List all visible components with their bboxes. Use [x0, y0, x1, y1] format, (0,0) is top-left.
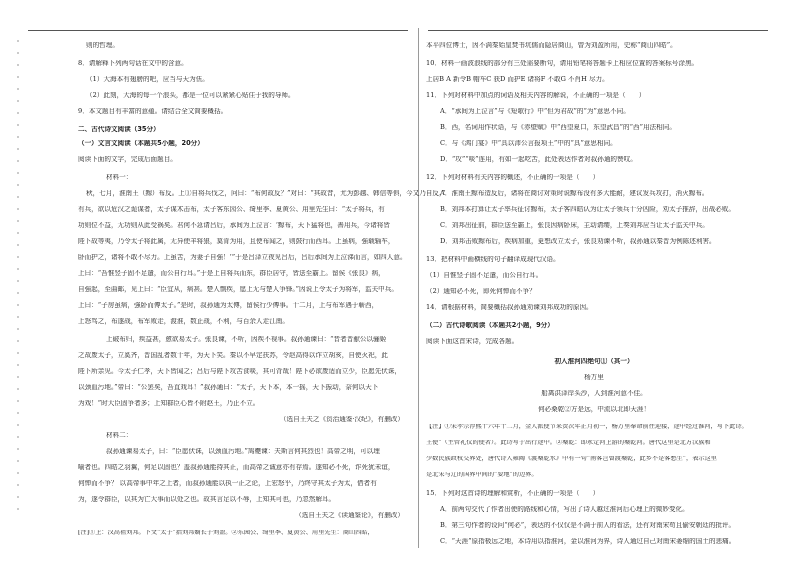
- binding-dot: [17, 184, 19, 186]
- left-line: 卧而护之，诸将不敢不尽力。上虽苦，为妻子自强！’”于是吕泽立夜见吕后，吕后承间为上泣涕而言，如四人意。: [78, 254, 407, 261]
- right-line: A．前两句交代了作者出使的路线和心情，写出了诗人越过淮河后心理上的微妙变化。: [440, 506, 689, 513]
- binding-dot: [17, 64, 19, 66]
- left-line: 上曰：“子房虽病，强卧而傅太子。”是时，叔孙通为太傅，留侯行少傅事。十二月，上与布军遇于蕲西，: [78, 302, 379, 309]
- left-line: （1）大海本有翅膀的吧，应当与天为伍。: [86, 76, 209, 83]
- binding-dot: [17, 340, 19, 342]
- left-line: 陛下所亲见。今太子仁孝，天下皆闻之；吕后与陛下攻苦食啖，其可背哉！陛下必欲废适而立少，臣愿先伏诛，: [78, 368, 402, 375]
- right-line: A．淮南王黥布造反后，诸将在商讨对策时说黥布没有多大能耐，建议发兵攻打，消灭黥布。: [440, 190, 709, 197]
- left-line: 为戏！”时大臣固争者多；上知群臣心皆不附赵王，乃止不立。: [78, 400, 260, 407]
- binding-dot: [17, 364, 19, 366]
- binding-dot: [17, 220, 19, 222]
- right-line: B．刘邦本打算让太子率兵征讨黥布，太子客四皓认为让太子领兵十分凶险，劝太子推辞，出战必败。: [440, 206, 735, 213]
- left-line: （一）文言文阅读（本题共5小题，20分）: [78, 140, 204, 147]
- left-line: （选自王夫之《资治通鉴·汉纪》，有删改）: [279, 416, 404, 423]
- binding-dot: [17, 400, 19, 402]
- binding-dot: [17, 484, 19, 486]
- binding-dot: [17, 508, 19, 510]
- left-line: 自强起，至曲邮，见上曰：“臣宜从，病甚。楚人剽疾，愿上无与楚人争锋。”因说上令太子为将军，监关中兵。: [78, 286, 398, 293]
- binding-dot: [17, 316, 19, 318]
- left-line: 陛下故等夷，乃令太子将此属，无异使羊将狼，莫肯为用，且使布闻之，则鼓行而西耳。上虽病，强载辎车，: [78, 238, 395, 245]
- right-line: 12．下列对材料有关内容的概述，不正确的一项是（ ）: [426, 174, 600, 181]
- right-line: 是北宋与辽的国界中间的“要地”的边界。: [426, 472, 538, 478]
- left-line: （2）此刻，大海的每一个浪头，都是一位可以紧紧心贴住于我的导师。: [86, 92, 295, 99]
- binding-dot: [17, 460, 19, 462]
- right-line: 11．下列对材料中加点的词语及相关内容的解说，不正确的一项是（ ）: [426, 92, 646, 99]
- right-line: B．西，名词用作状语，与《赤壁赋》中“西望夏口，东望武昌”的“西”用法相同。: [440, 124, 676, 131]
- binding-dot: [17, 256, 19, 258]
- left-line: 叔孙通谏易太子，曰：“臣愿伏诛，以颈血污地。”鸠夔谏：夫斯言何其烈也！高帝之明，可以理: [106, 448, 380, 455]
- binding-dot: [17, 328, 19, 330]
- top-rule-left: [28, 30, 408, 31]
- binding-dot: [17, 136, 19, 138]
- right-line: 何必桑乾②方是远，中流以北即天涯！: [537, 406, 651, 413]
- right-line: 杨万里: [584, 374, 604, 381]
- binding-dot: [17, 196, 19, 198]
- binding-dot: [17, 172, 19, 174]
- right-line: D．“攻”“啖”连用，有如一起吃苦，此处表达作者对叔孙通的赞叹。: [440, 156, 637, 163]
- right-line: 船离洪泽岸头沙，人到淮河意不佳。: [541, 390, 647, 397]
- left-line: 则的哲理。: [86, 42, 119, 49]
- left-line: 秋，七月，淮南王（黥）布反。上①自将兵伐之，问曰：“布何故反？”对曰：“其故昔，尤为彭越、韩信等俱，今又乃自反，”: [86, 190, 446, 197]
- right-line: 【注】①宋孝宗淳熙十六年十二月，金人派使节来贺次年正月初一，杨万里奉命前往迎接，途中经过淮河，写下此诗。: [426, 424, 748, 430]
- left-line: 喻者也。四皓之羽翼，何足以固也？盖叔孙通能持其正，而高帝之诚意亦有存焉。遂知必不死，诈死犹未谊，: [78, 464, 395, 471]
- binding-dot: [17, 208, 19, 210]
- left-line: 二、古代诗文阅读（35分）: [78, 126, 160, 133]
- binding-dot: [17, 448, 19, 450]
- binding-dot: [17, 280, 19, 282]
- binding-dot: [17, 304, 19, 306]
- right-line: 阅读下面这首宋诗，完成各题。: [426, 338, 519, 345]
- right-line: B．第三句作者的设问“何必”，表达的不仅仅是不满于前人的看法，还有对南宋苟且偷安朝廷的批评。: [440, 522, 736, 529]
- right-line: 初入淮河四绝句①（其一）: [554, 358, 634, 365]
- binding-dot: [17, 100, 19, 102]
- binding-dot: [17, 124, 19, 126]
- right-line: 本平四位博士，因不满秦始皇焚书坑儒而隐居商山，曾为刘盈所用，史称“商山四皓”。: [426, 42, 677, 49]
- binding-dot: [17, 40, 19, 42]
- left-line: 功则位不益，无功则从此受祸矣。君何不急请吕后，承间为上泣言：‘黥布，天下猛将也，善用兵，今诸将皆: [78, 222, 391, 229]
- right-line: 14．请根据材料，简要概括叔孙通劝谏刘邦成功的原因。: [426, 304, 593, 311]
- column-divider: [418, 28, 419, 548]
- right-line: D．刘邦击败黥布后，疾病加重，更想改立太子，张良劝谏不听，叔孙通以秦晋为例陈述利害。: [440, 238, 716, 245]
- binding-dot: [17, 244, 19, 246]
- binding-dot: [17, 148, 19, 150]
- right-line: A．“承间为上泣言”与《短歌行》中“但为君故”的“为”意思不同。: [440, 108, 630, 115]
- binding-dot: [17, 352, 19, 354]
- binding-dot: [17, 436, 19, 438]
- binding-dot: [17, 76, 19, 78]
- right-line: 13．把材料中画横线的句子翻译成现代汉语。: [426, 256, 560, 263]
- left-line: 上怒骂之，布遂战，布军败走，渡淮，数止战，不利，与百余人走江南。: [78, 318, 289, 325]
- left-line: 材料二：: [106, 432, 133, 439]
- binding-dot: [17, 412, 19, 414]
- right-line: （1）自惟竖子固不足遣，而公自行耳。: [426, 272, 543, 279]
- right-line: （2）通知必不死，即死何惮而不争？: [426, 288, 536, 295]
- right-line: 上居B A 新令B 帽车C 获D 而护E 诸将F 不敢G 不肖H 尽力。: [426, 76, 609, 83]
- left-line: [注]①上：汉高祖刘邦。下文“太子”指刘邦嫡长子刘盈。②东园公、绮里季、夏黄公、甪里先生：商山四皓，: [78, 530, 374, 536]
- binding-dot: [17, 232, 19, 234]
- left-line: 何惮而不争？ 以高帝事中年之上者，而叔孙通能以执一正之论，上宏怒乎，乃终守其太子为太，借者有: [78, 480, 377, 487]
- binding-margin: [8, 40, 28, 540]
- right-line: C．与《鸿门宴》中“具以沛公言报项王”中的“具”意思相同。: [440, 140, 617, 147]
- left-line: 为，遂令群臣，以其为亡大事而以处之也。故其言足以不辱，上知其可也，乃忽然解耳。: [78, 496, 336, 503]
- left-line: 以颈血污地。”帝曰：“公罢矣，吾直戏耳！”叔孙通曰：“太子，天下本，本一摇，天下振动，奈何以天下: [78, 384, 379, 391]
- binding-dot: [17, 112, 19, 114]
- binding-dot: [17, 160, 19, 162]
- left-line: 之故废太子，立奚齐，晋国乱者数十年，为天下笑。秦以不早定扶苏，令赵高得以诈立胡亥，自使灭祀，此: [78, 352, 388, 359]
- right-line: C．刘邦出征前，群臣送至霸上，张良因病卧床，主动请缨，上奏刘邦应当让太子监关中兵。: [440, 222, 709, 229]
- left-line: 9．本文题目有丰富的意蕴。请结合全文简要概括。: [78, 108, 228, 115]
- right-line: （二）古代诗歌阅读（本题共2小题，9分）: [426, 322, 554, 329]
- binding-dot: [17, 52, 19, 54]
- left-line: 上曰：“吾惟竖子固不足遣，而公自行耳。”于是上自将兵而东，群臣居守，皆送至霸上。留侯《张良》病，: [78, 270, 385, 277]
- right-line: 少数民族政权交界处，唐代诗人雍陶《渡桑乾水》中有一句“南客岂曾渡桑乾，此乡不是客愁生”，表示这里: [426, 456, 717, 462]
- left-line: 材料一：: [106, 174, 133, 181]
- binding-dot: [17, 472, 19, 474]
- right-line: 王使”（主管礼仪的使者）。此诗写于出行途中。②桑乾：即永定河上游的桑乾河。唐代这里是北方汉族和: [426, 440, 711, 446]
- binding-dot: [17, 388, 19, 390]
- right-line: C．“天涯”原指极远之地，本诗用以指淮河，金以淮河为界，诗人通过自己对南宋萎缩的国土的悲痛。: [440, 538, 736, 545]
- binding-dot: [17, 424, 19, 426]
- left-line: 8．请解释下列两句话在文中的含意。: [78, 60, 188, 67]
- right-line: 10．材料一画波浪线的部分有三处需要断句，请用铅笔将答题卡上相应位置的答案标号涂黑。: [426, 60, 699, 67]
- left-line: 阅读下面的文字，完成后面题目。: [78, 156, 177, 163]
- right-line: 15．下列对这首诗的理解和赏析，不正确的一项是（ ）: [426, 490, 600, 497]
- binding-dot: [17, 496, 19, 498]
- left-line: （选自王夫之《读通鉴论》，有删改）: [295, 512, 404, 519]
- left-line: 有兵，欲以危汉之诡谋者，太子谋术击布，太子客东园公、绮里季、夏黄公、甪里先生曰：“太子将兵，有: [78, 206, 385, 213]
- top-rule-right: [428, 30, 768, 31]
- binding-dot: [17, 268, 19, 270]
- binding-dot: [17, 88, 19, 90]
- binding-dot: [17, 376, 19, 378]
- left-line: 上破布归，疾益甚，愈欲易太子。张良谏，不听，因疾不视事。叔孙通谏曰：“昔者晋献公以骊姬: [106, 336, 387, 343]
- binding-dot: [17, 292, 19, 294]
